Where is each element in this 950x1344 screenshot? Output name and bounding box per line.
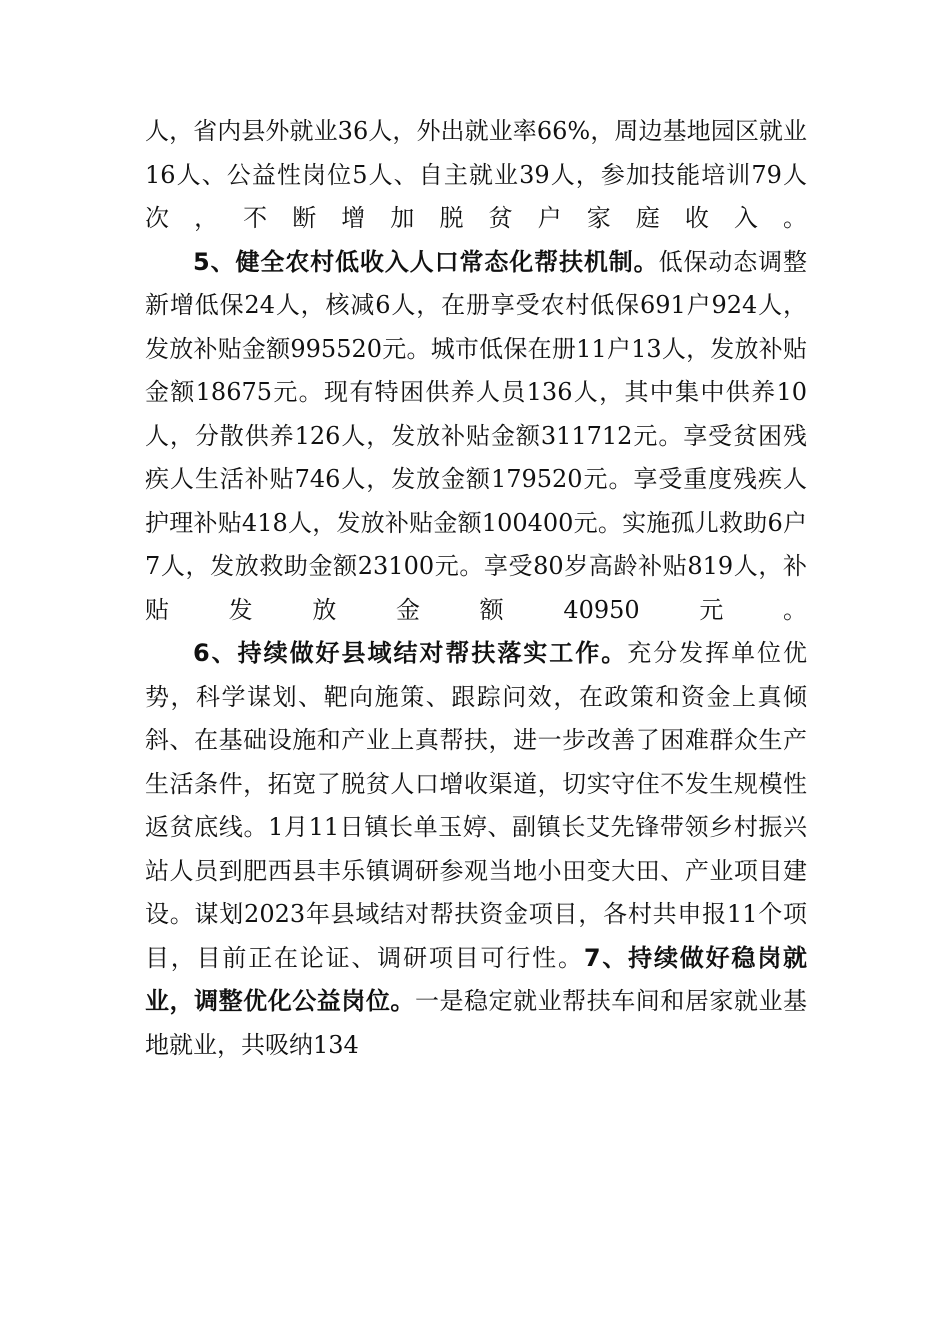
- paragraph-text: 一是稳定就业帮扶车间和居家就业基地就业，共吸纳134: [145, 987, 808, 1059]
- document-body: [145, 110, 807, 1067]
- paragraph-text: 充分发挥单位优势，科学谋划、靶向施策、跟踪问效，在政策和资金上真倾斜、在基础设施和产业上真帮扶，进一步改善了困难群众生产生活条件，拓宽了脱贫人口增收渠道，切实守住不发生规模性返贫底线。1月11日镇长单玉婷、副镇长艾先锋带领乡村振兴站人员到肥西县丰乐镇调研参观当地小田变大田、产业项目建设。谋划2023年县域结对帮扶资金项目，各村共申报11个项目，目前正在论证、调研项目可行性。: [145, 639, 808, 972]
- paragraph-text: 人，省内县外就业36人，外出就业率66%，周边基地园区就业16人、公益性岗位5人、自主就业39人，参加技能培训79人次，不断增加脱贫户家庭收入。: [145, 117, 807, 232]
- section-heading-7: 7、持续做好稳岗就业，调整优化公益岗位。: [145, 943, 808, 1015]
- paragraph-text: 低保动态调整新增低保24人，核减6人，在册享受农村低保691户924人，发放补贴金额995520元。城市低保在册11户13人，发放补贴金额18675元。现有特困供养人员136人，其中集中供养10人，分散供养126人，发放补贴金额311712元。享受贫困残疾人生活补贴746人，发放金额179520元。享受重度残疾人护理补贴418人，发放补贴金额100400元。实施孤儿救助6户7人，发放救助金额23100元。享受80岁高龄补贴819人，补贴发放金额40950元。: [145, 247, 807, 624]
- paragraph-employment-continued: [145, 110, 807, 241]
- section-heading-5: 5、健全农村低收入人口常态化帮扶机制。: [193, 247, 659, 276]
- paragraph-low-income-assistance: [145, 241, 807, 633]
- paragraph-county-pairing-assistance: [145, 632, 807, 1067]
- section-heading-6: 6、持续做好县域结对帮扶落实工作。: [193, 639, 628, 667]
